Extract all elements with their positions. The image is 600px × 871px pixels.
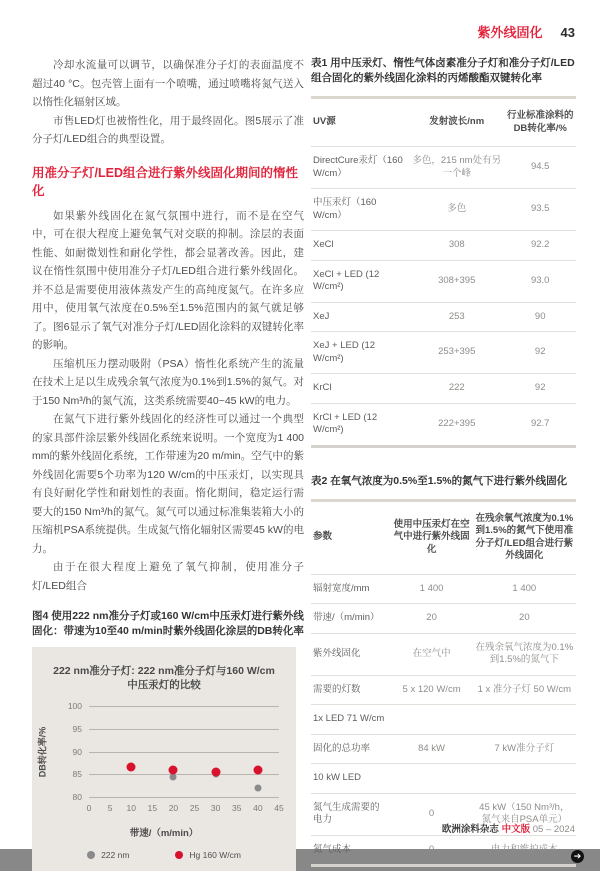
table-cell: 多色: [409, 189, 504, 231]
y-tick-label: 95: [72, 723, 82, 734]
x-tick-label: 25: [189, 803, 200, 813]
edition-label: 中文版: [501, 824, 531, 835]
column-header: UV源: [311, 98, 409, 147]
x-tick-label: 45: [274, 803, 284, 813]
x-tick-label: 35: [232, 803, 242, 813]
table-cell: DirectCure汞灯（160 W/cm）: [311, 147, 409, 189]
x-tick-label: 20: [168, 803, 179, 813]
table-cell: 5 x 120 W/cm: [391, 675, 473, 705]
table-cell: XeJ: [311, 302, 409, 332]
table-cell: KrCl: [311, 374, 409, 404]
table-row: [311, 835, 576, 866]
table-cell: 电力和维护成本: [491, 843, 558, 855]
table-cell: 1 x 准分子灯 50 W/cm: [473, 675, 576, 705]
table-cell: 氮气成本: [313, 843, 352, 855]
x-tick-label: 15: [147, 803, 158, 813]
table2: [311, 499, 576, 868]
gridline: [89, 706, 279, 707]
table-cell: 多色，215 nm处有另一个峰: [409, 147, 504, 189]
table-row: [311, 764, 576, 794]
gridline: [89, 797, 279, 798]
table-cell: 92: [504, 332, 576, 374]
issue-label: 05 – 2024: [532, 824, 575, 835]
intro-paragraphs: [32, 56, 304, 149]
table-cell: 92.7: [530, 417, 550, 429]
y-tick-label: 80: [72, 792, 82, 802]
table-row: [311, 604, 576, 634]
table-cell: 1x LED 71 W/cm: [311, 705, 391, 735]
table-cell: 7 kW准分子灯: [473, 734, 576, 764]
data-point-222-nm: [254, 784, 261, 791]
x-tick-label: 5: [107, 803, 113, 813]
table-cell: 93.0: [504, 260, 576, 302]
paragraph: 冷却水流量可以调节，以确保准分子灯的表面温度不超过40 °C。包壳管上面有一个喷嘴，通过喷嘴将氮气送入以惰性化辐射区域。: [32, 59, 304, 108]
chart-legend: [32, 850, 296, 860]
data-point-hg-160-w/cm: [211, 767, 220, 776]
table-cell: [473, 705, 576, 735]
table-cell: [391, 764, 473, 794]
gridline: [89, 729, 279, 730]
table-cell: 带速/（m/min）: [311, 604, 391, 634]
table-row: [311, 675, 576, 705]
table-row: [311, 734, 576, 764]
table-row: [311, 633, 576, 675]
table-cell: XeCl: [311, 231, 409, 261]
left-column: [32, 56, 304, 871]
table-cell: 0: [391, 793, 473, 835]
table-cell: 在残余氧气浓度为0.1%到1.5%的氮气下: [473, 633, 576, 675]
data-point-hg-160-w/cm: [127, 763, 136, 772]
running-header: [478, 22, 575, 41]
table-cell: 92: [504, 374, 576, 404]
table-row: [311, 705, 576, 735]
y-tick-label: 90: [72, 746, 82, 757]
paragraph: 压缩机压力摆动吸附（PSA）惰性化系统产生的流量在技术上足以生成残余氧气浓度为0.1%到1.5%的氮气。对于150 Nm³/h的氮气流，这类系统需要40~45 kW的电力。: [32, 357, 304, 407]
data-point-hg-160-w/cm: [253, 765, 262, 774]
table-cell: 253+395: [409, 332, 504, 374]
page-footer: [442, 821, 575, 835]
figure4-caption: 图4 使用222 nm准分子灯或160 W/cm中压汞灯进行紫外线固化：带速为10至40 m/min时紫外线固化涂层的DB转化率: [32, 610, 304, 637]
paragraph: 市售LED灯也被惰性化，用于最终固化。图5展示了准分子灯/LED组合的典型设置。: [32, 114, 304, 145]
table-cell: 84 kW: [391, 734, 473, 764]
paragraph: 由于在很大程度上避免了氧气抑制，使用准分子灯/LED组合: [32, 561, 304, 592]
table-cell: KrCl + LED (12 W/cm²): [313, 411, 378, 435]
legend-item: [175, 850, 241, 860]
x-tick-label: 10: [126, 803, 136, 813]
chart-x-axis-label: 带速/（m/min）: [129, 828, 199, 839]
table-cell: 辐射宽度/mm: [311, 574, 391, 604]
table-cell: 10 kW LED: [311, 764, 391, 794]
table-cell: 93.5: [504, 189, 576, 231]
table-cell: 94.5: [504, 147, 576, 189]
body-paragraphs: [32, 207, 304, 596]
right-column: [311, 56, 582, 867]
section-title: 紫外线固化: [477, 25, 543, 40]
column-header: 在残余氧气浓度为0.1%到1.5%的氮气下使用准分子灯/LED组合进行紫外线固化: [473, 500, 576, 574]
table-cell: [391, 705, 473, 735]
table-cell: 308+395: [409, 260, 504, 302]
legend-dot-icon: [87, 851, 95, 859]
column-header: 行业标准涂料的DB转化率/%: [504, 98, 576, 147]
gridline: [89, 752, 279, 753]
table-cell: 固化的总功率: [311, 734, 391, 764]
column-header: 参数: [311, 500, 391, 574]
table-cell: 20: [473, 604, 576, 634]
table-cell: 中压汞灯（160 W/cm）: [311, 189, 409, 231]
column-header: 使用中压汞灯在空气中进行紫外线固化: [391, 500, 473, 574]
table-cell: 222+395: [438, 417, 476, 429]
paragraph: 在氮气下进行紫外线固化的经济性可以通过一个典型的家具部件涂层紫外线固化系统来说明。一个宽度为1 400 mm的紫外线固化系统，工作带速为20 m/min。空气中的紫外线固化需要5个功率为120 W/cm的中压汞灯，以实现具有良好耐化学性和耐划性的表面。惰化期间，稳定运行需要大的150 Nm³/h的氮气。氮气可以通过标准集装箱大小的压缩机PSA系统提供。生成氮气惰化辐射区需要45 kW的电力。: [32, 413, 304, 555]
table-row: [311, 574, 576, 604]
table-row: [311, 260, 576, 302]
gridline: [89, 774, 279, 775]
section-heading: 用准分子灯/LED组合进行紫外线固化期间的惰性化: [32, 165, 298, 198]
table-cell: 1 400: [473, 574, 576, 604]
table-continues-arrow-icon: ➔: [571, 850, 584, 863]
table2-header-row: [311, 500, 576, 574]
table-cell: 需要的灯数: [311, 675, 391, 705]
table-cell: 紫外线固化: [311, 633, 391, 675]
table-cell: 1 400: [391, 574, 473, 604]
table-row: [311, 231, 576, 261]
table-cell: 90: [504, 302, 576, 332]
chart-plot-area: [37, 701, 284, 813]
table-cell: 45 kW（150 Nm³/h，氮气来自PSA单元）: [473, 793, 576, 835]
y-tick-label: 85: [72, 769, 82, 780]
table2-block: [311, 474, 582, 868]
table-cell: XeJ + LED (12 W/cm²): [311, 332, 409, 374]
x-tick-label: 30: [210, 803, 221, 813]
table-cell: [473, 764, 576, 794]
table-cell: 20: [391, 604, 473, 634]
journal-name: 欧洲涂料杂志: [441, 824, 499, 835]
table-cell: 在空气中: [391, 633, 473, 675]
chart-y-axis-label: DB转化率/%: [37, 726, 48, 777]
column-header: 发射波长/nm: [409, 98, 504, 147]
legend-label: 222 nm: [101, 850, 130, 860]
page-number: 43: [560, 25, 575, 40]
table-cell: 92.2: [504, 231, 576, 261]
table-row: [311, 147, 576, 189]
table-cell: 253: [409, 302, 504, 332]
table2-caption: 表2 在氧气浓度为0.5%至1.5%的氮气下进行紫外线固化: [311, 474, 568, 487]
table-cell: XeCl + LED (12 W/cm²): [311, 260, 409, 302]
table-cell: 222: [409, 374, 504, 404]
table-cell: 氮气生成需要的电力: [311, 793, 391, 835]
chart-title: 222 nm准分子灯: 222 nm准分子灯与160 W/cm中压汞灯的比较: [53, 665, 275, 691]
y-tick-label: 100: [67, 701, 82, 711]
x-tick-label: 40: [253, 803, 263, 813]
table1: [311, 96, 576, 448]
table1-caption: 表1 用中压汞灯、惰性气体卤素准分子灯和准分子灯/LED组合固化的紫外线固化涂料的丙烯酸酯双键转化率: [311, 57, 575, 84]
table-cell: 308: [409, 231, 504, 261]
figure4-chart: [32, 647, 296, 871]
legend-item: [87, 850, 129, 860]
table-row: [311, 403, 576, 446]
x-tick-label: 0: [86, 803, 92, 813]
table-row: [311, 189, 576, 231]
table-row: [311, 302, 576, 332]
data-point-hg-160-w/cm: [169, 765, 178, 774]
legend-dot-icon: [175, 851, 183, 859]
table-row: [311, 374, 576, 404]
table-cell: 0: [428, 843, 435, 855]
table1-header-row: [311, 98, 576, 147]
table-row: [311, 332, 576, 374]
legend-label: Hg 160 W/cm: [189, 850, 241, 860]
paragraph: 如果紫外线固化在氮气氛围中进行，而不是在空气中，可在很大程度上避免氧气对交联的抑制。涂层的表面性能、如耐微划性和耐化学性，都会显著改善。因此，建议在惰性氛围中使用准分子灯/LED组合进行紫外线固化。并不总是需要使用液体蒸发产生的高纯度氮气。在许多应用中，使用氧气浓度在0.5%至1.5%范围内的氮气就足够了。图6显示了氧气对准分子灯/LED固化涂料的双键转化率的影响。: [32, 209, 304, 351]
